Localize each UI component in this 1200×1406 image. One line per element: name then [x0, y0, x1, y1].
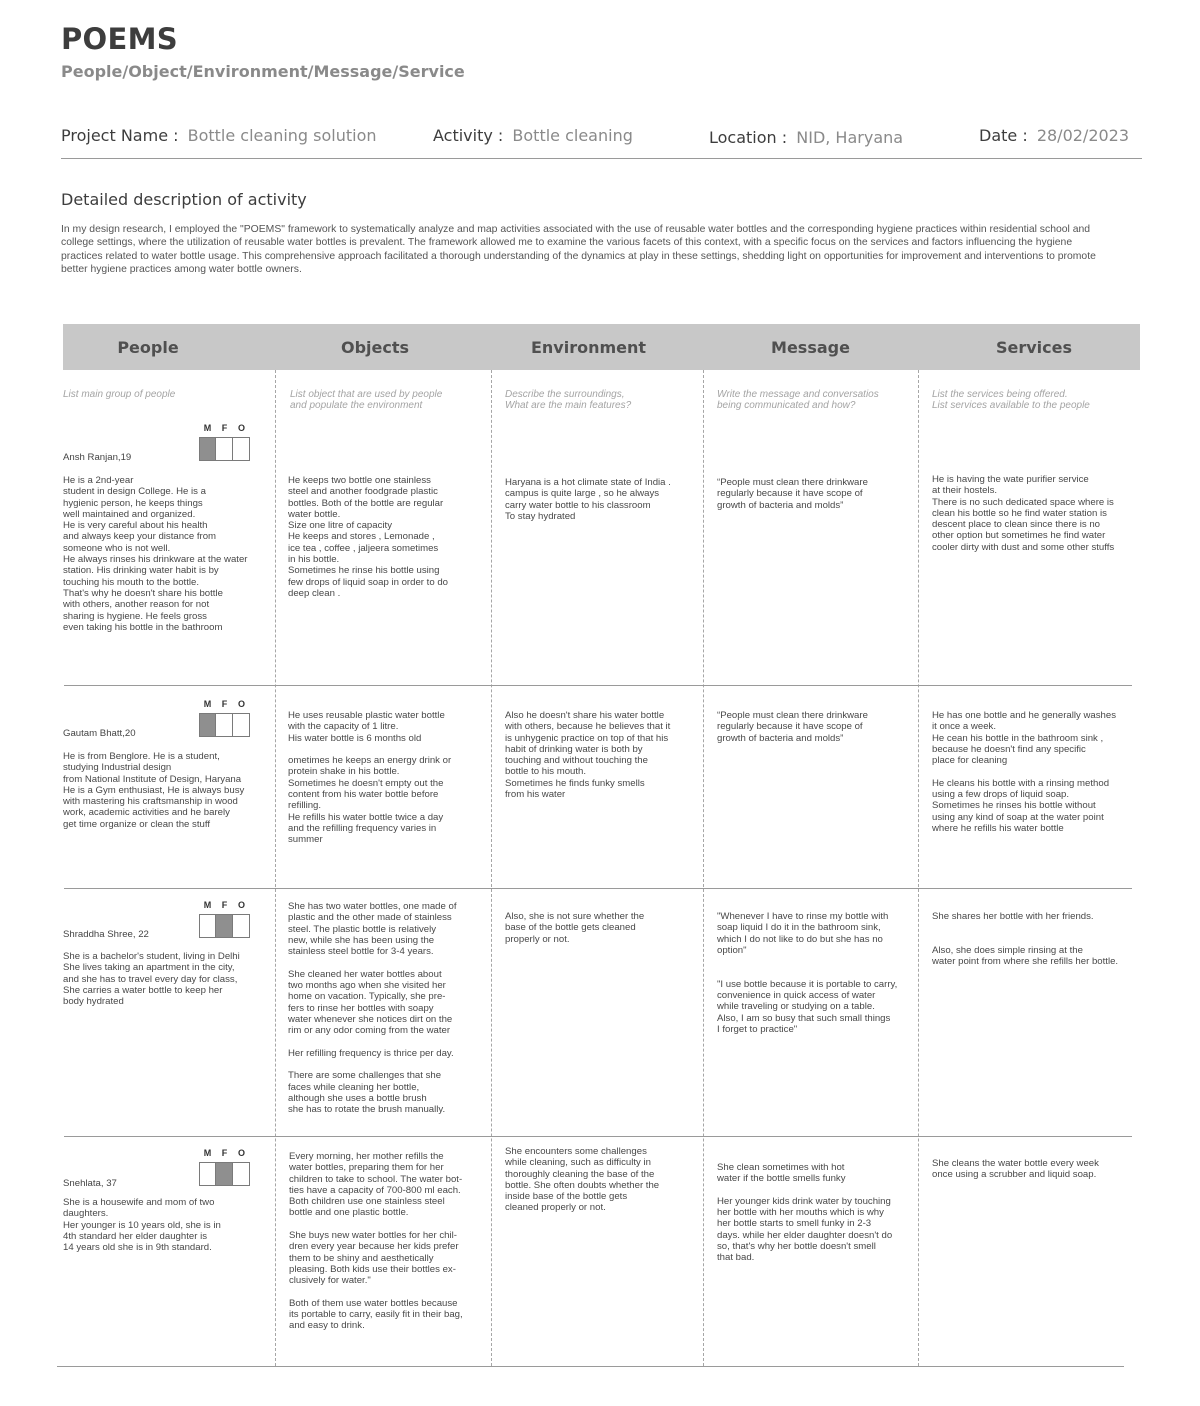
message-cell: She clean sometimes with hot water if the bottle smells funky Her younger kids drink water by touching her bottle with her mouths which is why her bottle starts to smell funky in 2-3 days. while her elder daughter doesn't do so, that's why her bottle doesn't smell that bad. [717, 1162, 893, 1264]
column-header-message: Message [771, 338, 850, 357]
date-value: 28/02/2023 [1036, 126, 1130, 145]
environment-cell: Also, she is not sure whether the base of the bottle gets cleaned properly or not. [505, 911, 645, 945]
column-divider [491, 370, 492, 1366]
hint-services: List the services being offered. List services available to the people [932, 389, 1090, 412]
objects-cell: He uses reusable plastic water bottle with the capacity of 1 litre. His water bottle is 6 months old ometimes he keeps an energy drink or protein shake in his bottle. Sometimes he doesn't empty out the content from his water bottle before refilling. He refills his water bottle twice a day and the refilling frequency varies in summer [288, 710, 452, 846]
row-divider [64, 685, 1132, 686]
hint-message: Write the message and conversatios being communicated and how? [717, 389, 879, 412]
services-cell: He has one bottle and he generally washes it once a week. He cean his bottle in the bathroom sink , because he doesn't find any specific place for cleaning He cleans his bottle with a rinsing method using a few drops of liquid soap. Sometimes he rinses his bottle without using any kind of soap at the water point where he refills his water bottle [932, 710, 1117, 834]
mfo-letter-o: O [237, 699, 245, 709]
column-divider [703, 370, 704, 1366]
people-cell: She is a housewife and mom of two daughters. Her younger is 10 years old, she is in 4th standard her elder daughter is 14 years old she is in 9th standard. [63, 1197, 221, 1254]
hint-people: List main group of people [63, 389, 176, 400]
environment-cell: Also he doesn't share his water bottle with others, because he believes that it is unhygenic practice on top of that his habit of drinking water is both by touching and without touching the bottle to his mouth. Sometimes he finds funky smells from his water [505, 710, 671, 801]
mfo-box-m [199, 914, 216, 938]
mfo-letter-m: M [203, 1148, 212, 1158]
hint-environment: Describe the surroundings, What are the main features? [505, 389, 632, 412]
meta-divider [61, 158, 1142, 159]
activity-field [433, 126, 633, 145]
location-value: NID, Haryana [796, 128, 904, 147]
location-label: Location : [709, 128, 788, 147]
mfo-letter-o: O [237, 900, 245, 910]
page-title: POEMS [61, 22, 178, 56]
person-name: Gautam Bhatt,20 [63, 728, 136, 739]
mfo-box-f [216, 914, 233, 938]
mfo-box-f [216, 1162, 233, 1186]
mfo-box-m [199, 437, 216, 461]
mfo-letters [199, 423, 250, 433]
date-field [979, 126, 1129, 145]
mfo-letters [199, 699, 250, 709]
mfo-letter-m: M [203, 900, 212, 910]
people-cell: He is from Benglore. He is a student, studying Industrial design from National Institute of Design, Haryana He is a Gym enthusiast, He is always busy with mastering his craftsmanship in wood work, academic activities and he barely get time organize or clean the stuff [63, 751, 245, 830]
message-cell: “People must clean there drinkware regularly because it have scope of growth of bacteria and molds” [717, 710, 868, 744]
environment-cell: Haryana is a hot climate state of India . campus is quite large , so he always carry water bottle to his classroom To stay hydrated [505, 477, 671, 522]
person-name: Snehlata, 37 [63, 1178, 117, 1189]
column-divider [918, 370, 919, 1366]
mfo-selector [199, 437, 250, 461]
objects-cell: She has two water bottles, one made of plastic and the other made of stainless steel. The plastic bottle is relatively new, while she has been using the stainless steel bottle for 3-4 years. She cleaned her water bottles about two months ago when she visited her home on vacation. Typically, she pre- fers to rinse her bottles with soapy water whenever she notices dirt on the rim or any odor coming from the water Her refilling frequency is thrice per day. There are some challenges that she faces while cleaning her bottle, although she uses a bottle brush she has to rotate the brush manually. [288, 901, 457, 1116]
location-field [709, 128, 903, 147]
person-name: Ansh Ranjan,19 [63, 452, 132, 463]
date-label: Date : [979, 126, 1028, 145]
mfo-box-m [199, 1162, 216, 1186]
project-name-value: Bottle cleaning solution [187, 126, 377, 145]
objects-cell: He keeps two bottle one stainless steel and another foodgrade plastic bottles. Both of the bottle are regular water bottle. Size one litre of capacity He keeps and stores , Lemonade , ice tea , coffee , jaljeera sometimes in his bottle. Sometimes he rinse his bottle using few drops of liquid soap in order to do deep clean . [288, 475, 448, 599]
mfo-selector [199, 914, 250, 938]
mfo-letters [199, 1148, 250, 1158]
column-header-people: People [117, 338, 179, 357]
mfo-box-m [199, 713, 216, 737]
project-name-label: Project Name : [61, 126, 179, 145]
mfo-box-o [233, 914, 250, 938]
mfo-letters [199, 900, 250, 910]
poems-table-header [63, 324, 1140, 370]
mfo-letter-f: F [221, 699, 228, 709]
mfo-letter-f: F [221, 423, 228, 433]
services-cell: She shares her bottle with her friends. Also, she does simple rinsing at the water point from where she refills her bottle. [932, 911, 1119, 968]
environment-cell: She encounters some challenges while cleaning, such as difficulty in thoroughly cleaning the base of the bottle. She often doubts whether the inside base of the bottle gets cleaned properly or not. [505, 1146, 660, 1214]
person-name: Shraddha Shree, 22 [63, 929, 149, 940]
mfo-letter-m: M [203, 699, 212, 709]
mfo-letter-f: F [221, 900, 228, 910]
objects-cell: Every morning, her mother refills the water bottles, preparing them for her children to take to school. The water bot- ties have a capacity of 700-800 ml each. Both children use one stainless steel bottle and one plastic bottle. She buys new water bottles for her chil- dren every year because her kids prefer them to be shiny and aesthetically pleasing. Both kids use their bottles ex- clusively for water." Both of them use water bottles because its portable to carry, easily fit in their bag, and easy to drink. [289, 1151, 463, 1332]
row-divider [64, 888, 1132, 889]
column-header-environment: Environment [530, 338, 647, 357]
mfo-selector [199, 1162, 250, 1186]
column-header-services: Services [995, 338, 1073, 357]
mfo-letter-m: M [203, 423, 212, 433]
project-name-field [61, 126, 377, 145]
mfo-box-o [233, 713, 250, 737]
mfo-letter-f: F [221, 1148, 228, 1158]
activity-value: Bottle cleaning [512, 126, 633, 145]
mfo-letter-o: O [237, 423, 245, 433]
mfo-selector [199, 713, 250, 737]
column-header-objects: Objects [340, 338, 410, 357]
activity-label: Activity : [433, 126, 504, 145]
people-cell: He is a 2nd-year student in design College. He is a hygienic person, he keeps things well maintained and organized. He is very careful about his health and always keep your distance from someone who is not well. He always rinses his drinkware at the water station. His drinking water habit is by touching his mouth to the bottle. That's why he doesn't share his bottle with others, another reason for not sharing is hygiene. He feels gross even taking his bottle in the bathroom [63, 475, 248, 633]
mfo-box-o [233, 437, 250, 461]
row-divider [64, 1136, 1132, 1137]
page-subtitle: People/Object/Environment/Message/Service [61, 62, 465, 81]
services-cell: She cleans the water bottle every week once using a scrubber and liquid soap. [932, 1158, 1099, 1181]
description-heading: Detailed description of activity [61, 190, 307, 209]
hint-objects: List object that are used by people and populate the environment [290, 389, 443, 412]
mfo-letter-o: O [237, 1148, 245, 1158]
description-body: In my design research, I employed the "POEMS" framework to systematically analyze and map activities associated with the use of reusable water bottles and the corresponding hygiene practices within residential school and college settings, where the utilization of reusable water bottles is prevalent. The framework allowed me to examine the various facets of this context, with a specific focus on the services and factors influencing the hygiene practices related to water bottle usage. This comprehensive approach facilitated a thorough understanding of the dynamics at play in these settings, shedding light on opportunities for improvement and interventions to promote better hygiene practices among water bottle owners. [61, 224, 1096, 276]
mfo-box-o [233, 1162, 250, 1186]
message-cell: "Whenever I have to rinse my bottle with soap liquid I do it in the bathroom sink, which I do not like to do but she has no option" "I use bottle because it is portable to carry, convenience in quick access of water while traveling or studying on a table. Also, I am so busy that such small things I forget to practice" [717, 911, 898, 1035]
people-cell: She is a bachelor's student, living in Delhi She lives taking an apartment in the city, and she has to travel every day for class, She carries a water bottle to keep her body hydrated [63, 951, 240, 1008]
column-divider [275, 370, 276, 1366]
mfo-box-f [216, 713, 233, 737]
table-bottom-line [57, 1366, 1124, 1367]
services-cell: He is having the wate purifier service at their hostels. There is no such dedicated space where is clean his bottle so he find water station is descent place to clean since there is no other option but sometimes he find water cooler dirty with dust and some other stuffs [932, 474, 1115, 553]
message-cell: “People must clean there drinkware regularly because it have scope of growth of bacteria and molds” [717, 477, 868, 511]
mfo-box-f [216, 437, 233, 461]
